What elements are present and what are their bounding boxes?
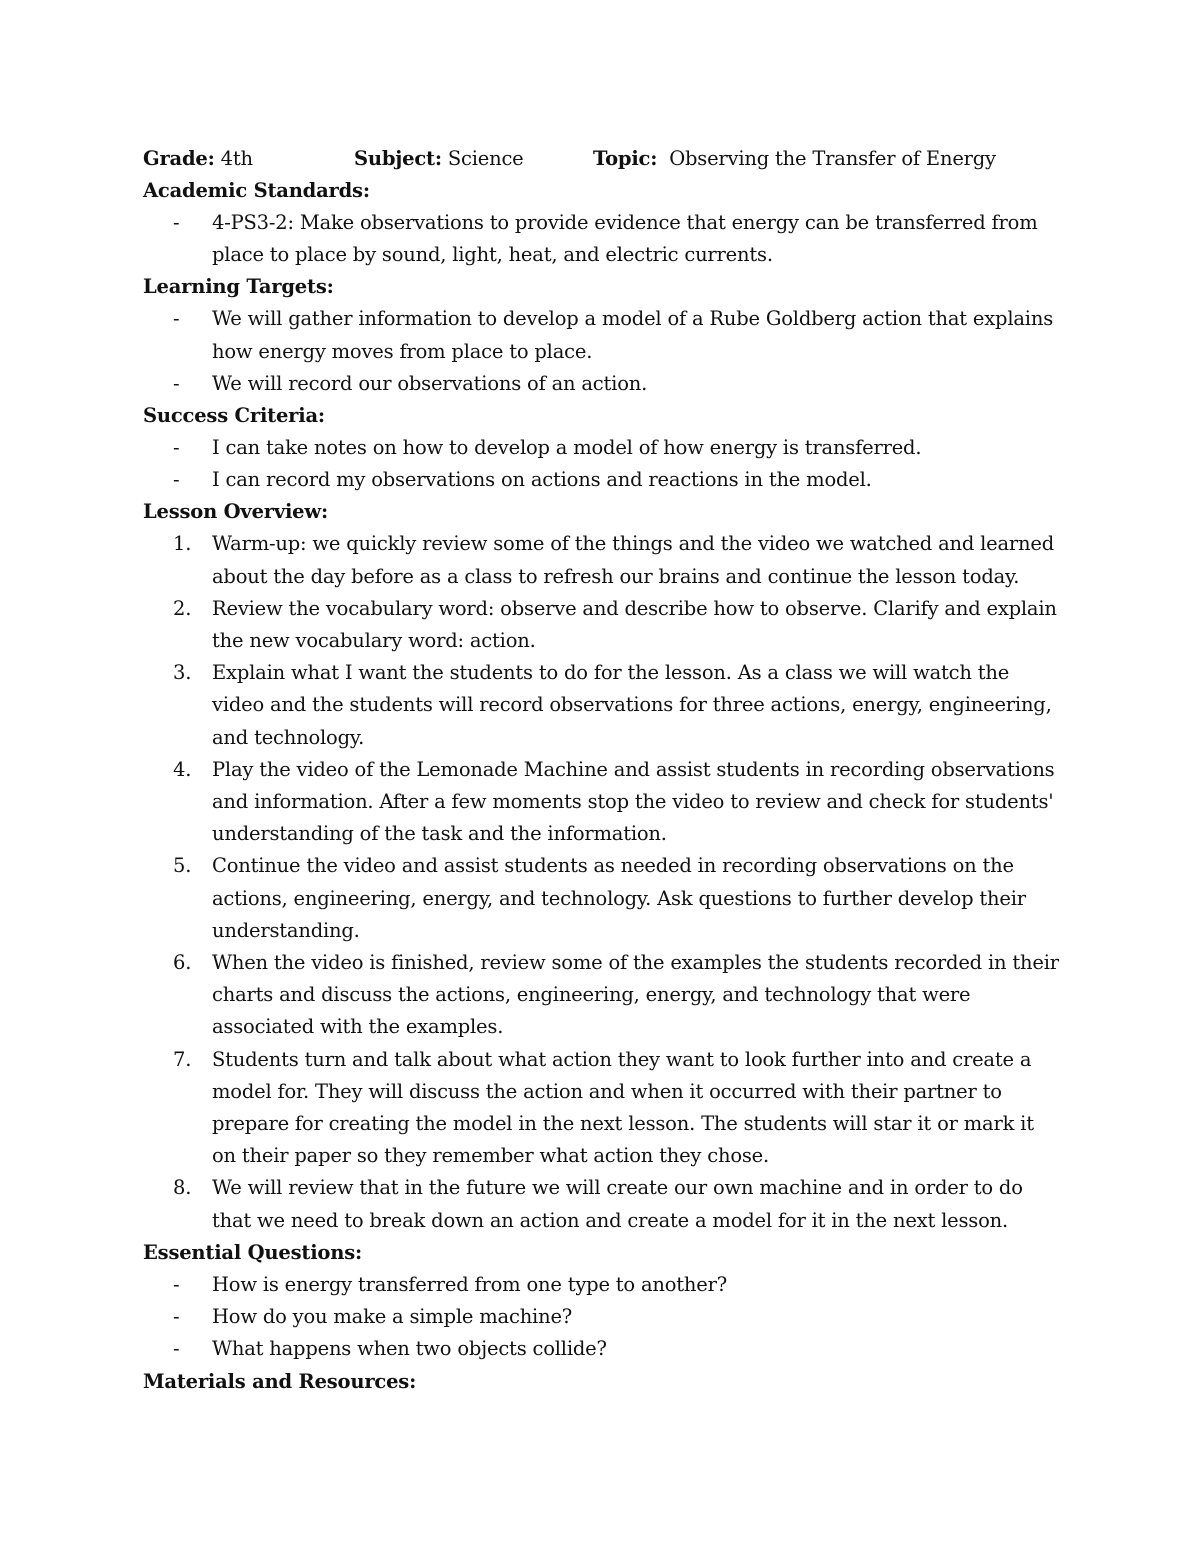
standard-text: 4-PS3-2: Make observations to provide evidence that energy can be transferred from place to place by sound, light, heat, and electric currents.: [212, 211, 1038, 267]
list-item: [143, 432, 1063, 464]
number-marker: 6.: [173, 951, 192, 975]
success-criteria-heading: Success Criteria:: [143, 404, 325, 428]
academic-standards-list: [143, 207, 1063, 271]
number-marker: 4.: [173, 757, 192, 781]
header-row: [143, 143, 1063, 175]
dash-marker: -: [173, 211, 180, 234]
question-text: How do you make a simple machine?: [212, 1305, 573, 1329]
materials-heading: Materials and Resources:: [143, 1369, 417, 1393]
success-criteria-list: [143, 432, 1063, 496]
essential-questions-heading: Essential Questions:: [143, 1240, 362, 1264]
number-marker: 2.: [173, 596, 192, 620]
subject-label: Subject:: [354, 147, 442, 170]
academic-standards-heading: Academic Standards:: [143, 179, 370, 202]
topic-label: Topic:: [593, 147, 658, 170]
number-marker: 1.: [173, 532, 192, 556]
dash-marker: -: [173, 307, 180, 331]
list-item: [143, 1172, 1063, 1236]
list-item: [143, 850, 1063, 947]
target-text: We will gather information to develop a model of a Rube Goldberg action that explains how energy moves from place to place.: [212, 307, 1054, 363]
list-item: [143, 947, 1063, 1044]
criteria-text: I can take notes on how to develop a model of how energy is transferred.: [212, 436, 922, 460]
learning-targets-heading: Learning Targets:: [143, 275, 334, 299]
list-item: [143, 528, 1063, 592]
number-marker: 8.: [173, 1176, 192, 1200]
list-item: [143, 1301, 1063, 1333]
list-item: [143, 464, 1063, 496]
step-text: When the video is finished, review some of the examples the students recorded in their charts and discuss the actions, engineering, energy, and technology that were associated with the examples.: [212, 951, 1059, 1039]
list-item: [143, 593, 1063, 657]
dash-marker: -: [173, 1305, 180, 1329]
topic-value: Observing the Transfer of Energy: [669, 147, 996, 170]
lesson-plan: [143, 143, 1063, 1398]
target-text: We will record our observations of an action.: [212, 371, 648, 395]
dash-marker: -: [173, 371, 180, 395]
subject-value: Science: [447, 147, 524, 170]
list-item: [143, 754, 1063, 851]
step-text: Students turn and talk about what action they want to look further into and create a model for. They will discuss the action and when it occurred with their partner to prepare for creating the model in the next lesson. The students will star it or mark it on their paper so they remember what action they chose.: [212, 1047, 1034, 1168]
lesson-overview-heading: Lesson Overview:: [143, 500, 328, 524]
list-item: [143, 207, 1063, 271]
list-item: [143, 1269, 1063, 1301]
step-text: We will review that in the future we will create our own machine and in order to do that we need to break down an action and create a model for it in the next lesson.: [212, 1176, 1023, 1232]
step-text: Warm-up: we quickly review some of the things and the video we watched and learned about the day before as a class to refresh our brains and continue the lesson today.: [212, 532, 1055, 588]
number-marker: 3.: [173, 661, 192, 685]
dash-marker: -: [173, 1272, 180, 1296]
dash-marker: -: [173, 468, 180, 492]
lesson-overview-list: [143, 528, 1063, 1236]
list-item: [143, 657, 1063, 754]
question-text: What happens when two objects collide?: [212, 1337, 607, 1361]
essential-questions-list: [143, 1269, 1063, 1366]
grade-value: 4th: [220, 147, 253, 170]
topic-field: [593, 143, 996, 175]
dash-marker: -: [173, 436, 180, 460]
criteria-text: I can record my observations on actions and reactions in the model.: [212, 468, 872, 492]
list-item: [143, 1044, 1063, 1173]
list-item: [143, 368, 1063, 400]
list-item: [143, 303, 1063, 367]
learning-targets-list: [143, 303, 1063, 400]
grade-label: Grade:: [143, 147, 215, 170]
step-text: Continue the video and assist students as needed in recording observations on the actions, engineering, energy, and technology. Ask questions to further develop their understanding.: [212, 854, 1026, 942]
number-marker: 5.: [173, 854, 192, 878]
step-text: Review the vocabulary word: observe and describe how to observe. Clarify and explain the new vocabulary word: action.: [212, 596, 1057, 653]
dash-marker: -: [173, 1337, 180, 1361]
number-marker: 7.: [173, 1047, 192, 1071]
step-text: Play the video of the Lemonade Machine and assist students in recording observations and information. After a few moments stop the video to review and check for students' understanding of the task and the information.: [212, 757, 1055, 846]
list-item: [143, 1333, 1063, 1365]
subject-field: [354, 143, 524, 175]
question-text: How is energy transferred from one type to another?: [212, 1272, 727, 1296]
step-text: Explain what I want the students to do for the lesson. As a class we will watch the video and the students will record observations for three actions, energy, engineering, and technology.: [212, 661, 1052, 749]
grade-field: [143, 143, 253, 175]
